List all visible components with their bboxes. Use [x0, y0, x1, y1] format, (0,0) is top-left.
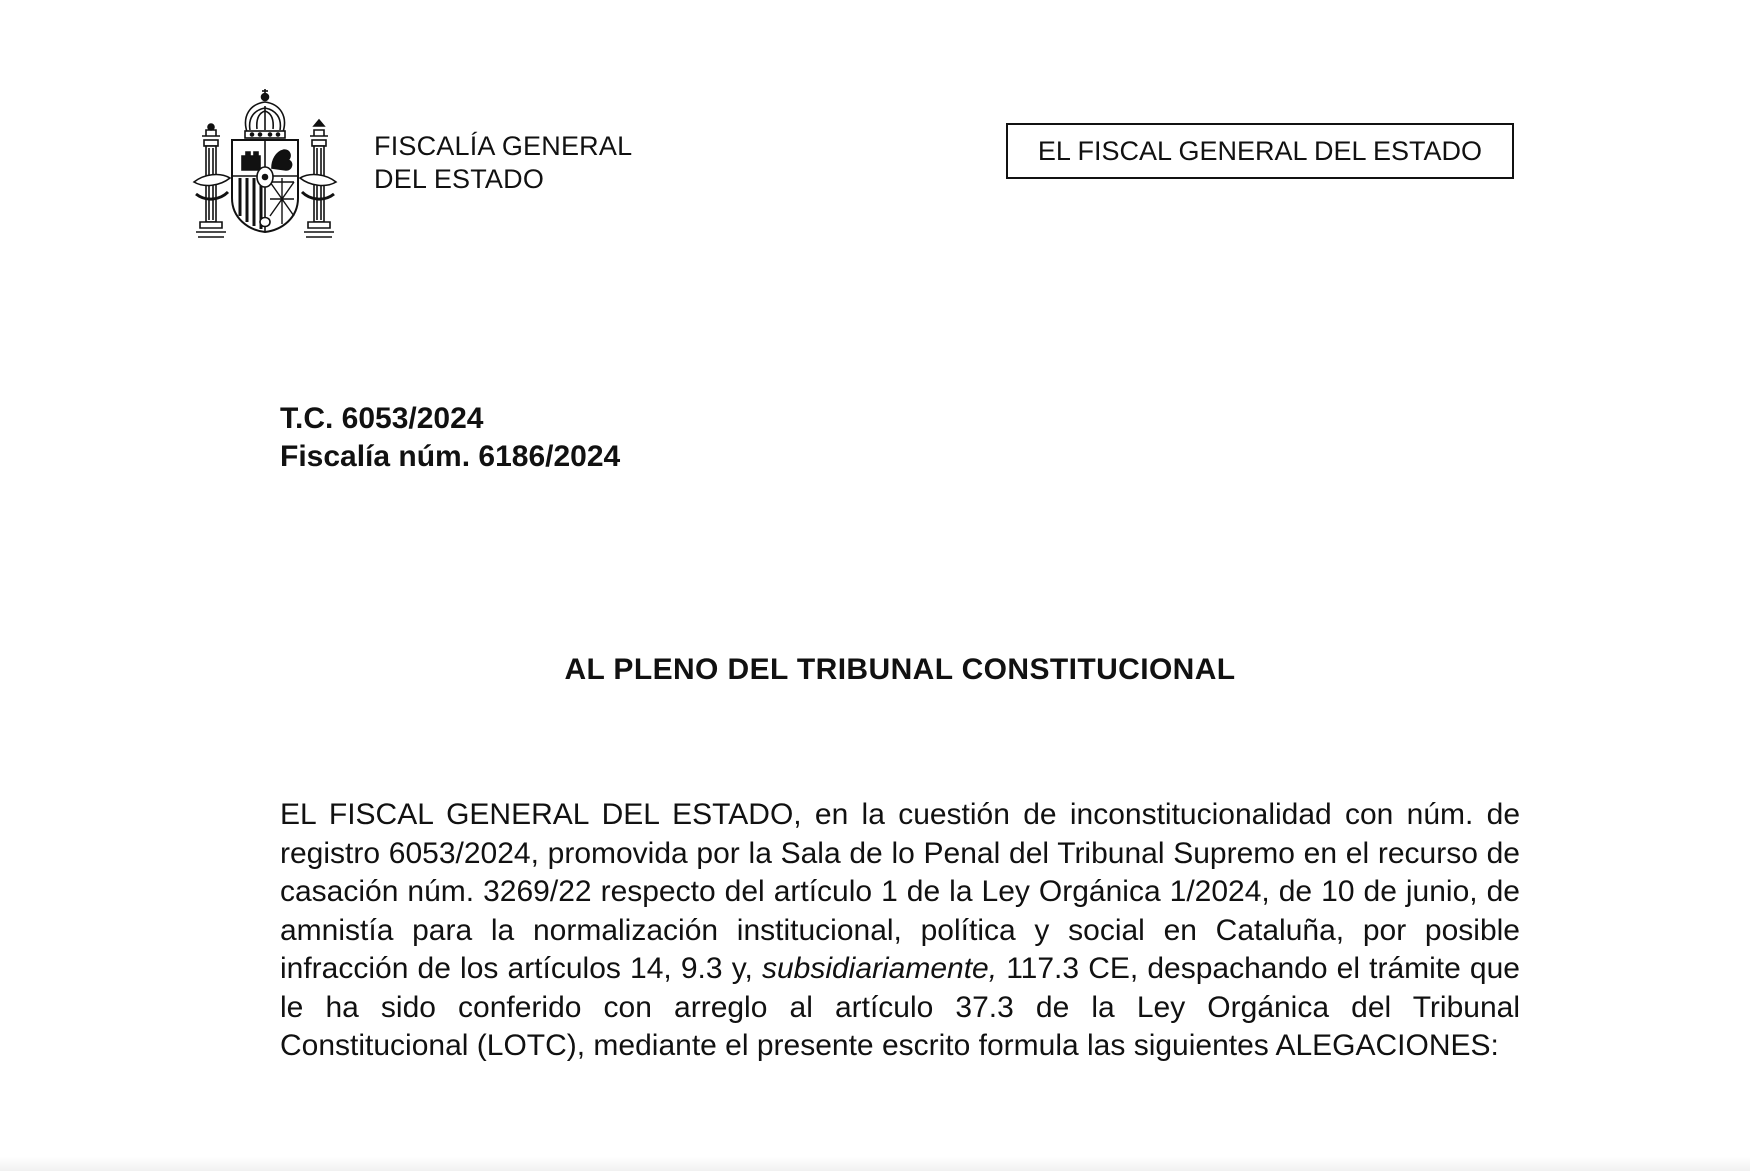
institution-name-line1: FISCALÍA GENERAL	[374, 131, 633, 161]
page-bottom-edge	[0, 1157, 1750, 1171]
body-paragraph	[280, 796, 1520, 1066]
institution-name-line2: DEL ESTADO	[374, 164, 545, 194]
institution-name	[374, 130, 632, 196]
pillar-left-icon	[194, 124, 230, 237]
body-text-part1: EL FISCAL GENERAL DEL ESTADO, en la cuestión de inconstitucionalidad con núm. de registro 6053/2024, promovida por la Sala de lo Penal del Tribunal Supremo en el recurso de casación núm. 3269/22 respecto del artículo 1 de la Ley Orgánica 1/2024, de 10 de junio, de amnistía para la normalización institucional, política y social en Cataluña, por posible infracción de los artículos 14, 9.3 y,	[280, 798, 1520, 985]
pillar-right-icon	[300, 120, 336, 237]
body-text-italic: subsidiariamente,	[761, 952, 998, 985]
royal-crown-icon	[245, 89, 285, 138]
case-reference	[280, 400, 620, 476]
fiscalia-case-number: Fiscalía núm. 6186/2024	[280, 440, 621, 473]
shield-icon	[232, 140, 298, 232]
coat-of-arms-of-spain-icon	[190, 86, 340, 242]
header-title-box: EL FISCAL GENERAL DEL ESTADO	[1006, 123, 1514, 179]
tc-case-number: T.C. 6053/2024	[280, 402, 484, 435]
addressee-heading: AL PLENO DEL TRIBUNAL CONSTITUCIONAL	[564, 653, 1236, 686]
body-text-part2: 117.3 CE, despachando el trámite que le ha sido conferido con arreglo al artículo 37.3 de la Ley Orgánica del Tribunal Constitucional (LOTC), mediante el presente escrito formula las siguientes ALEGACIONES:	[280, 952, 1520, 1062]
